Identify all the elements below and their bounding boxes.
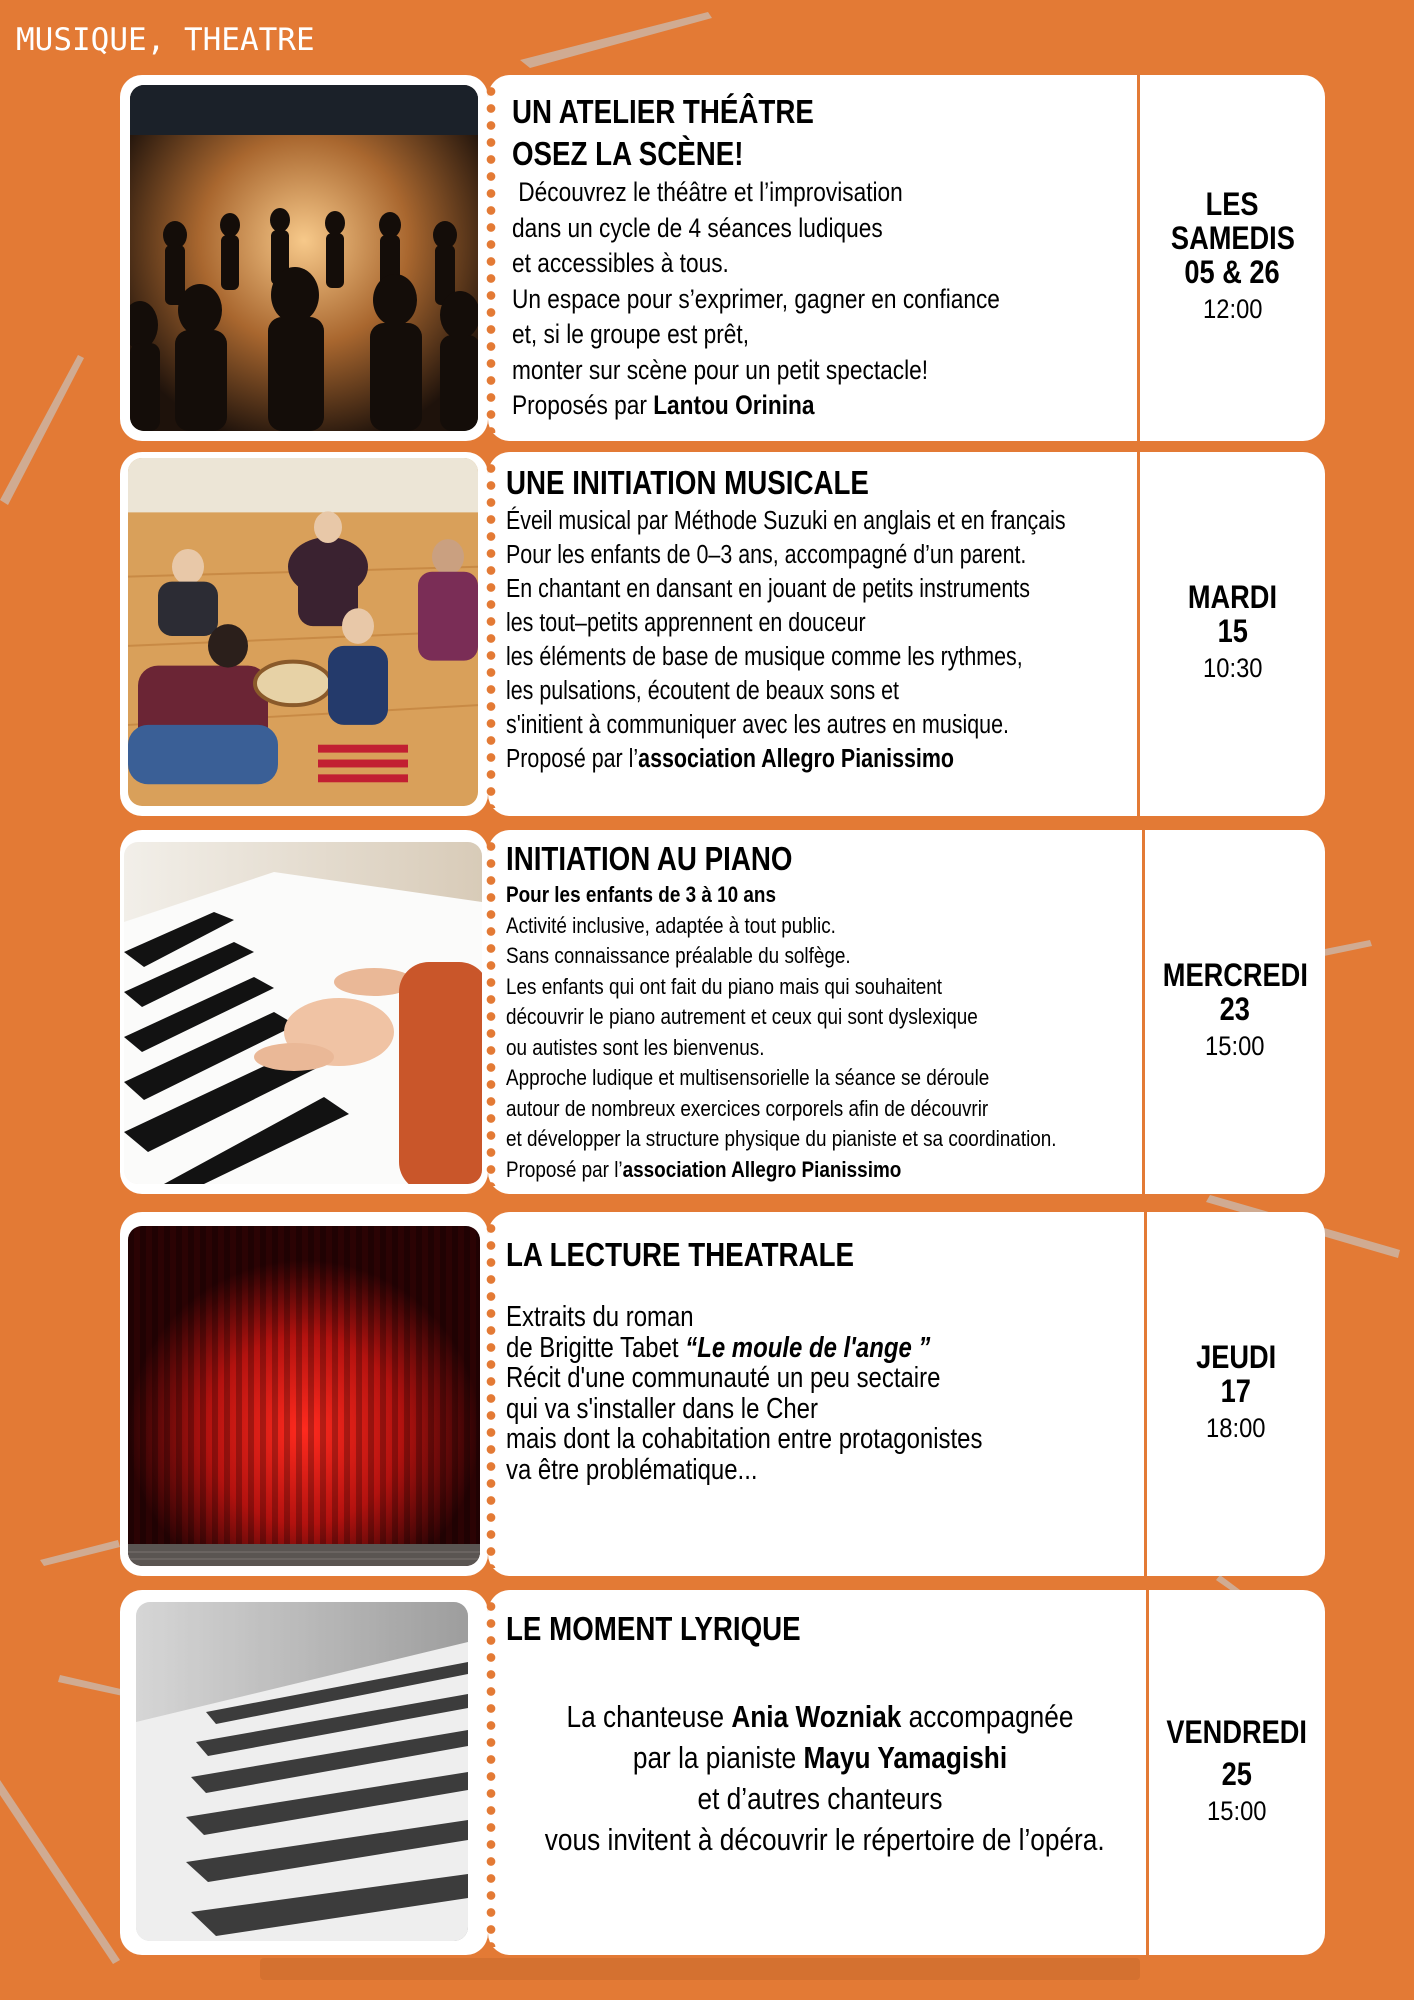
singer-name: Ania Wozniak — [731, 1700, 902, 1734]
event-title: INITIATION AU PIANO — [506, 840, 793, 877]
event-time: 15:00 — [1207, 1795, 1267, 1826]
event-text-line: En chantant en dansant en jouant de petits instruments — [506, 575, 1030, 603]
event-text-line: va être problématique... — [506, 1453, 758, 1486]
event-title: LE MOMENT LYRIQUE — [506, 1610, 801, 1647]
pianist-name: Mayu Yamagishi — [803, 1741, 1008, 1775]
event-text-line: dans un cycle de 4 séances ludiques — [512, 212, 883, 243]
event-text-line: et d’autres chanteurs — [697, 1782, 943, 1816]
children-music-photo — [128, 458, 478, 806]
perforation — [486, 1220, 496, 1568]
event-text-line: Récit d'une communauté un peu sectaire — [506, 1362, 941, 1394]
perforation — [486, 1598, 496, 1947]
event-text-line: Pour les enfants de 0–3 ans, accompagné d’un parent. — [506, 541, 1027, 569]
event-card-lyrical-moment — [120, 1590, 1325, 1955]
event-text-line: monter sur scène pour un petit spectacle! — [512, 354, 929, 385]
event-time: 10:30 — [1202, 653, 1263, 683]
event-text-line: Approche ludique et multisensorielle la séance se déroule — [506, 1065, 990, 1090]
event-text-line: les tout–petits apprennent en douceur — [506, 609, 866, 637]
organizer-name: association Allegro Pianissimo — [638, 745, 955, 773]
event-title: LA LECTURE THEATRALE — [506, 1236, 855, 1273]
event-credit: Proposés par Lantou Orinina — [512, 390, 815, 420]
event-date: LES SAMEDIS 05 & 26 12:00 — [1140, 75, 1325, 441]
event-text-line: s'initient à communiquer avec les autres en musique. — [506, 711, 1009, 739]
event-text-line: et développer la structure physique du pianiste et sa coordination. — [506, 1126, 1057, 1151]
event-text-line: qui va s'installer dans le Cher — [506, 1392, 818, 1425]
event-card-piano-initiation — [120, 830, 1325, 1194]
event-text-line: les éléments de base de musique comme les rythmes, — [506, 643, 1023, 671]
event-credit: Proposé par l’association Allegro Pianissimo — [506, 1156, 902, 1182]
event-text-line: par la pianiste Mayu Yamagishi — [632, 1741, 1008, 1775]
event-text-line: de Brigitte Tabet “Le moule de l'ange ” — [506, 1331, 931, 1364]
event-date: VENDREDI 25 15:00 — [1149, 1590, 1325, 1955]
event-card-theatre-workshop — [120, 75, 1325, 441]
book-title: “Le moule de l'ange ” — [685, 1331, 931, 1364]
event-title: UN ATELIER THÉÂTRE — [512, 93, 814, 130]
event-text-line: Découvrez le théâtre et l’improvisation — [512, 177, 903, 207]
event-text-line: autour de nombreux exercices corporels afin de découvrir — [506, 1095, 989, 1121]
event-text-line: et, si le groupe est prêt, — [512, 319, 750, 349]
event-text-line: et accessibles à tous. — [512, 248, 729, 278]
event-date: MERCREDI 23 15:00 — [1145, 830, 1325, 1194]
event-text-line: vous invitent à découvrir le répertoire de l’opéra. — [544, 1823, 1105, 1857]
page-header: MUSIQUE, THEATRE — [16, 22, 315, 58]
event-date: JEUDI 17 18:00 — [1147, 1212, 1325, 1576]
event-text-line: La chanteuse Ania Wozniak accompagnée — [566, 1700, 1074, 1734]
event-title: UNE INITIATION MUSICALE — [506, 464, 869, 501]
piano-hands-photo — [124, 842, 482, 1184]
theatre-circle-photo — [130, 85, 478, 431]
piano-keys-bw-photo — [136, 1602, 468, 1941]
event-text-line: Extraits du roman — [506, 1301, 694, 1333]
event-text-line: découvrir le piano autrement et ceux qui sont dyslexique — [506, 1004, 978, 1029]
red-curtain-photo — [128, 1226, 480, 1566]
event-age-range: Pour les enfants de 3 à 10 ans — [506, 882, 776, 907]
event-description — [500, 1697, 1140, 1861]
organizer-name: Lantou Orinina — [653, 390, 815, 420]
event-credit: Proposé par l’association Allegro Pianissimo — [506, 745, 955, 773]
event-text-line: Éveil musical par Méthode Suzuki en anglais et en français — [506, 507, 1066, 535]
event-date: MARDI 15 10:30 — [1140, 452, 1325, 816]
perforation — [486, 460, 496, 808]
event-text-line: Activité inclusive, adaptée à tout public. — [506, 912, 836, 938]
event-time: 15:00 — [1205, 1031, 1265, 1061]
event-time: 18:00 — [1206, 1413, 1266, 1443]
event-time: 12:00 — [1202, 294, 1263, 324]
event-card-music-initiation — [120, 452, 1325, 816]
bottom-shadow — [260, 1958, 1140, 1980]
organizer-name: association Allegro Pianissimo — [622, 1156, 902, 1182]
event-text-line: Sans connaissance préalable du solfège. — [506, 943, 851, 968]
perforation — [486, 83, 496, 433]
event-subtitle: OSEZ LA SCÈNE! — [512, 135, 744, 172]
event-text-line: Les enfants qui ont fait du piano mais qui souhaitent — [506, 973, 943, 999]
event-text-line: mais dont la cohabitation entre protagonistes — [506, 1423, 983, 1455]
event-text-line: Un espace pour s’exprimer, gagner en confiance — [512, 283, 1000, 314]
event-card-theatrical-reading — [120, 1212, 1325, 1576]
event-text-line: les pulsations, écoutent de beaux sons et — [506, 677, 899, 705]
perforation — [486, 838, 496, 1186]
event-text-line: ou autistes sont les bienvenus. — [506, 1034, 765, 1060]
